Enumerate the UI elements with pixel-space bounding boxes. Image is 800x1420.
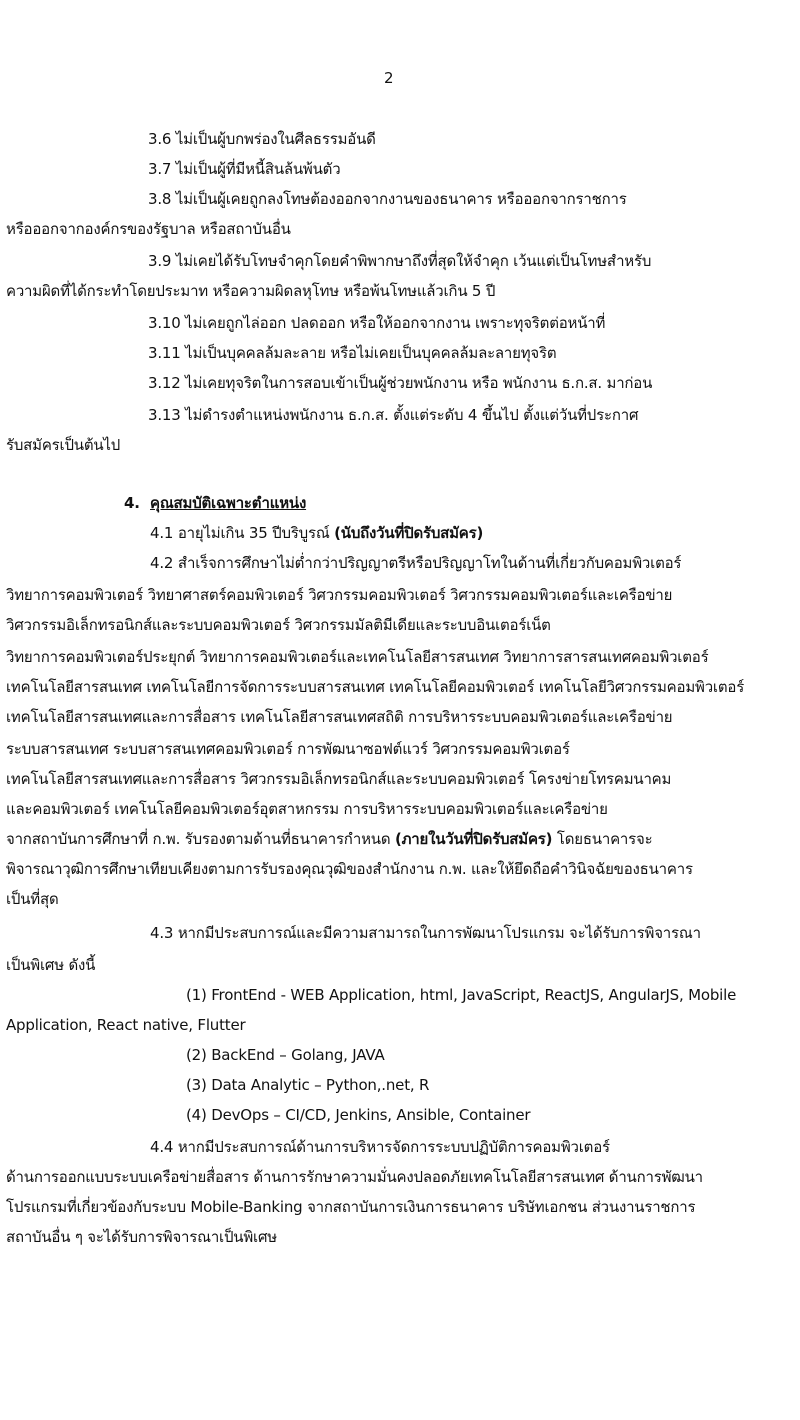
skill-devops: (4) DevOps – CI/CD, Jenkins, Ansible, Container — [186, 1106, 531, 1124]
item-3-13-line2: รับสมัครเป็นต้นไป — [6, 436, 121, 454]
item-4-2-line5: เทคโนโลยีสารสนเทศ เทคโนโลยีการจัดการระบบสารสนเทศ เทคโนโลยีคอมพิวเตอร์ เทคโนโลยีวิศวกรรมคอมพิวเตอร์ — [6, 678, 745, 696]
item-4-3-line1: 4.3 หากมีประสบการณ์และมีความสามารถในการพัฒนาโปรแกรม จะได้รับการพิจารณา — [150, 924, 701, 942]
item-3-6: 3.6 ไม่เป็นผู้บกพร่องในศีลธรรมอันดี — [148, 130, 376, 148]
item-4-2-line3: วิศวกรรมอิเล็กทรอนิกส์และระบบคอมพิวเตอร์ วิศวกรรมมัลติมีเดียและระบบอินเตอร์เน็ต — [6, 616, 551, 634]
item-4-4-line3: โปรแกรมที่เกี่ยวข้องกับระบบ Mobile-Banking จากสถาบันการเงินการธนาคาร บริษัทเอกชน ส่วนงานราชการ — [6, 1198, 696, 1216]
item-4-2-line4: วิทยาการคอมพิวเตอร์ประยุกต์ วิทยาการคอมพิวเตอร์และเทคโนโลยีสารสนเทศ วิทยาการสารสนเทศคอมพิวเตอร์ — [6, 648, 709, 666]
item-4-3-line2: เป็นพิเศษ ดังนี้ — [6, 956, 96, 974]
item-4-1 — [150, 523, 483, 543]
item-4-1-text: 4.1 อายุไม่เกิน 35 ปีบริบูรณ์ — [150, 524, 335, 542]
item-3-8-line2: หรือออกจากองค์กรของรัฐบาล หรือสถาบันอื่น — [6, 220, 291, 238]
item-4-2-line8: เทคโนโลยีสารสนเทศและการสื่อสาร วิศวกรรมอิเล็กทรอนิกส์และระบบคอมพิวเตอร์ โครงข่ายโทรคมนาคม — [6, 770, 672, 788]
item-4-2-line10-tail: โดยธนาคารจะ — [552, 830, 653, 848]
item-3-8-line1: 3.8 ไม่เป็นผู้เคยถูกลงโทษต้องออกจากงานของธนาคาร หรือออกจากราชการ — [148, 190, 627, 208]
item-4-2-line12: เป็นที่สุด — [6, 890, 59, 908]
item-3-7: 3.7 ไม่เป็นผู้ที่มีหนี้สินล้นพ้นตัว — [148, 160, 341, 178]
item-4-2-line9: และคอมพิวเตอร์ เทคโนโลยีคอมพิวเตอร์อุตสาหกรรม การบริหารระบบคอมพิวเตอร์และเครือข่าย — [6, 800, 608, 818]
page-number: 2 — [384, 69, 394, 87]
skill-frontend-line2: Application, React native, Flutter — [6, 1016, 246, 1034]
item-4-2-line11: พิจารณาวุฒิการศึกษาเทียบเคียงตามการรับรองคุณวุฒิของสำนักงาน ก.พ. และให้ยึดถือคำวินิจฉัยของธนาคาร — [6, 860, 693, 878]
item-4-2-line7: ระบบสารสนเทศ ระบบสารสนเทศคอมพิวเตอร์ การพัฒนาซอฟต์แวร์ วิศวกรรมคอมพิวเตอร์ — [6, 740, 570, 758]
skill-data-analytic: (3) Data Analytic – Python,.net, R — [186, 1076, 430, 1094]
item-3-9-line1: 3.9 ไม่เคยได้รับโทษจำคุกโดยคำพิพากษาถึงที่สุดให้จำคุก เว้นแต่เป็นโทษสำหรับ — [148, 252, 652, 270]
item-4-4-line4: สถาบันอื่น ๆ จะได้รับการพิจารณาเป็นพิเศษ — [6, 1228, 277, 1246]
item-3-9-line2: ความผิดที่ได้กระทำโดยประมาท หรือความผิดลหุโทษ หรือพ้นโทษแล้วเกิน 5 ปี — [6, 282, 496, 300]
item-3-12: 3.12 ไม่เคยทุจริตในการสอบเข้าเป็นผู้ช่วยพนักงาน หรือ พนักงาน ธ.ก.ส. มาก่อน — [148, 374, 653, 392]
item-4-2-line10-text: จากสถาบันการศึกษาที่ ก.พ. รับรองตามด้านที่ธนาคารกำหนด — [6, 830, 395, 848]
section-4-heading: คุณสมบัติเฉพาะตำแหน่ง — [150, 494, 307, 512]
item-4-2-line2: วิทยาการคอมพิวเตอร์ วิทยาศาสตร์คอมพิวเตอร์ วิศวกรรมคอมพิวเตอร์ วิศวกรรมคอมพิวเตอร์และเครือข่าย — [6, 586, 673, 604]
item-3-13-line1: 3.13 ไม่ดำรงตำแหน่งพนักงาน ธ.ก.ส. ตั้งแต่ระดับ 4 ขึ้นไป ตั้งแต่วันที่ประกาศ — [148, 406, 639, 424]
item-4-2-line1: 4.2 สำเร็จการศึกษาไม่ต่ำกว่าปริญญาตรีหรือปริญญาโทในด้านที่เกี่ยวกับคอมพิวเตอร์ — [150, 554, 682, 572]
item-4-2-line10-bold: (ภายในวันที่ปิดรับสมัคร) — [394, 830, 553, 848]
section-4-number: 4. — [124, 494, 140, 512]
item-3-11: 3.11 ไม่เป็นบุคคลล้มละลาย หรือไม่เคยเป็นบุคคลล้มละลายทุจริต — [148, 344, 557, 362]
item-4-1-bold: (นับถึงวันที่ปิดรับสมัคร) — [334, 524, 484, 542]
item-4-2-line10 — [6, 829, 652, 849]
skill-frontend-line1: (1) FrontEnd - WEB Application, html, JavaScript, ReactJS, AngularJS, Mobile — [186, 986, 737, 1004]
skill-backend: (2) BackEnd – Golang, JAVA — [186, 1046, 385, 1064]
item-3-10: 3.10 ไม่เคยถูกไล่ออก ปลดออก หรือให้ออกจากงาน เพราะทุจริตต่อหน้าที่ — [148, 314, 606, 332]
item-4-4-line2: ด้านการออกแบบระบบเครือข่ายสื่อสาร ด้านการรักษาความมั่นคงปลอดภัยเทคโนโลยีสารสนเทศ ด้านการพัฒนา — [6, 1168, 703, 1186]
item-4-4-line1: 4.4 หากมีประสบการณ์ด้านการบริหารจัดการระบบปฏิบัติการคอมพิวเตอร์ — [150, 1138, 610, 1156]
item-4-2-line6: เทคโนโลยีสารสนเทศและการสื่อสาร เทคโนโลยีสารสนเทศสถิติ การบริหารระบบคอมพิวเตอร์และเครือข่าย — [6, 708, 673, 726]
